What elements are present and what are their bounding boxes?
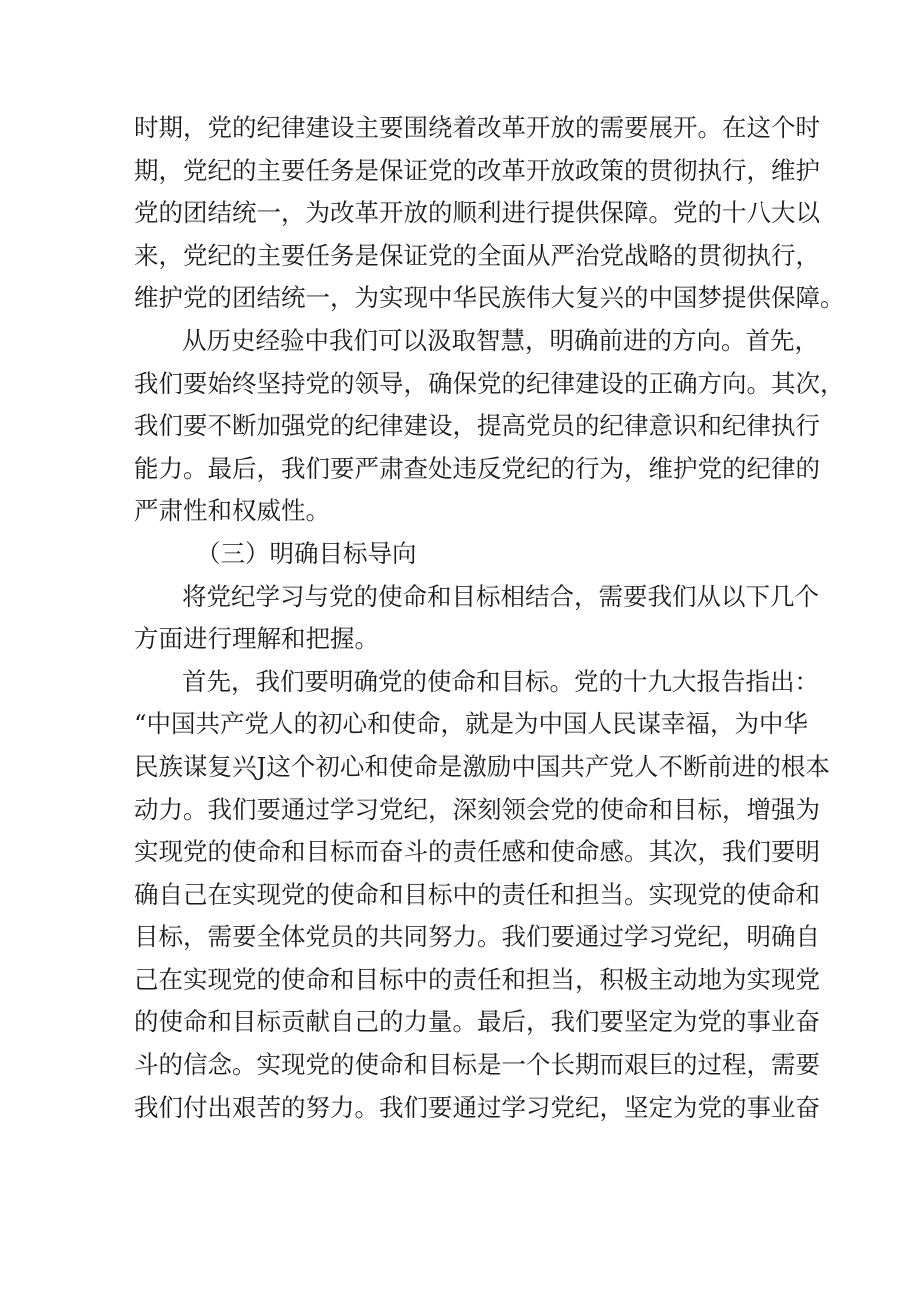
text-line: 党的团结统一，为改革开放的顺利进行提供保障。党的十八大以 [134,198,820,228]
text-line: 我们要始终坚持党的领导，确保党的纪律建设的正确方向。其次， [134,368,845,398]
text-line: 我们要不断加强党的纪律建设，提高党员的纪律意识和纪律执行 [134,411,820,441]
text-line: 我们付出艰苦的努力。我们要通过学习党纪，坚定为党的事业奋 [134,1092,820,1122]
document-body [134,107,845,1129]
text-line: “中国共产党人的初心和使命，就是为中国人民谋幸福，为中华 [134,709,809,739]
section-heading: （三）明确目标导向 [196,538,417,568]
text-line: 从历史经验中我们可以汲取智慧，明确前进的方向。首先， [182,325,819,355]
text-line: 时期，党的纪律建设主要围绕着改革开放的需要展开。在这个时 [134,113,820,142]
text-line: 目标，需要全体党员的共同努力。我们要通过学习党纪，明确自 [134,922,820,952]
text-line: 方面进行理解和把握。 [134,624,379,654]
text-line: 民族谋复兴J这个初心和使命是激励中国共产党人不断前进的根本 [134,751,830,781]
text-line: 将党纪学习与党的使命和目标相结合，需要我们从以下几个 [182,581,819,611]
text-line: 动力。我们要通过学习党纪，深刻领会党的使命和目标，增强为 [134,794,820,824]
text-line: 斗的信念。实现党的使命和目标是一个长期而艰巨的过程，需要 [134,1050,820,1080]
text-line: 的使命和目标贡献自己的力量。最后，我们要坚定为党的事业奋 [134,1007,820,1037]
text-line: 来，党纪的主要任务是保证党的全面从严治党战略的贯彻执行， [134,240,820,270]
text-line: 实现党的使命和目标而奋斗的责任感和使命感。其次，我们要明 [134,837,820,867]
text-line: 己在实现党的使命和目标中的责任和担当，积极主动地为实现党 [134,964,820,994]
text-line: 首先，我们要明确党的使命和目标。党的十九大报告指出： [182,666,819,696]
text-line: 期，党纪的主要任务是保证党的改革开放政策的贯彻执行，维护 [134,155,820,185]
text-line: 严肃性和权威性。 [134,496,330,526]
text-line: 能力。最后，我们要严肃查处违反党纪的行为，维护党的纪律的 [134,453,820,483]
text-line: 维护党的团结统一，为实现中华民族伟大复兴的中国梦提供保障。 [134,283,845,313]
text-line: 确自己在实现党的使命和目标中的责任和担当。实现党的使命和 [134,879,820,909]
